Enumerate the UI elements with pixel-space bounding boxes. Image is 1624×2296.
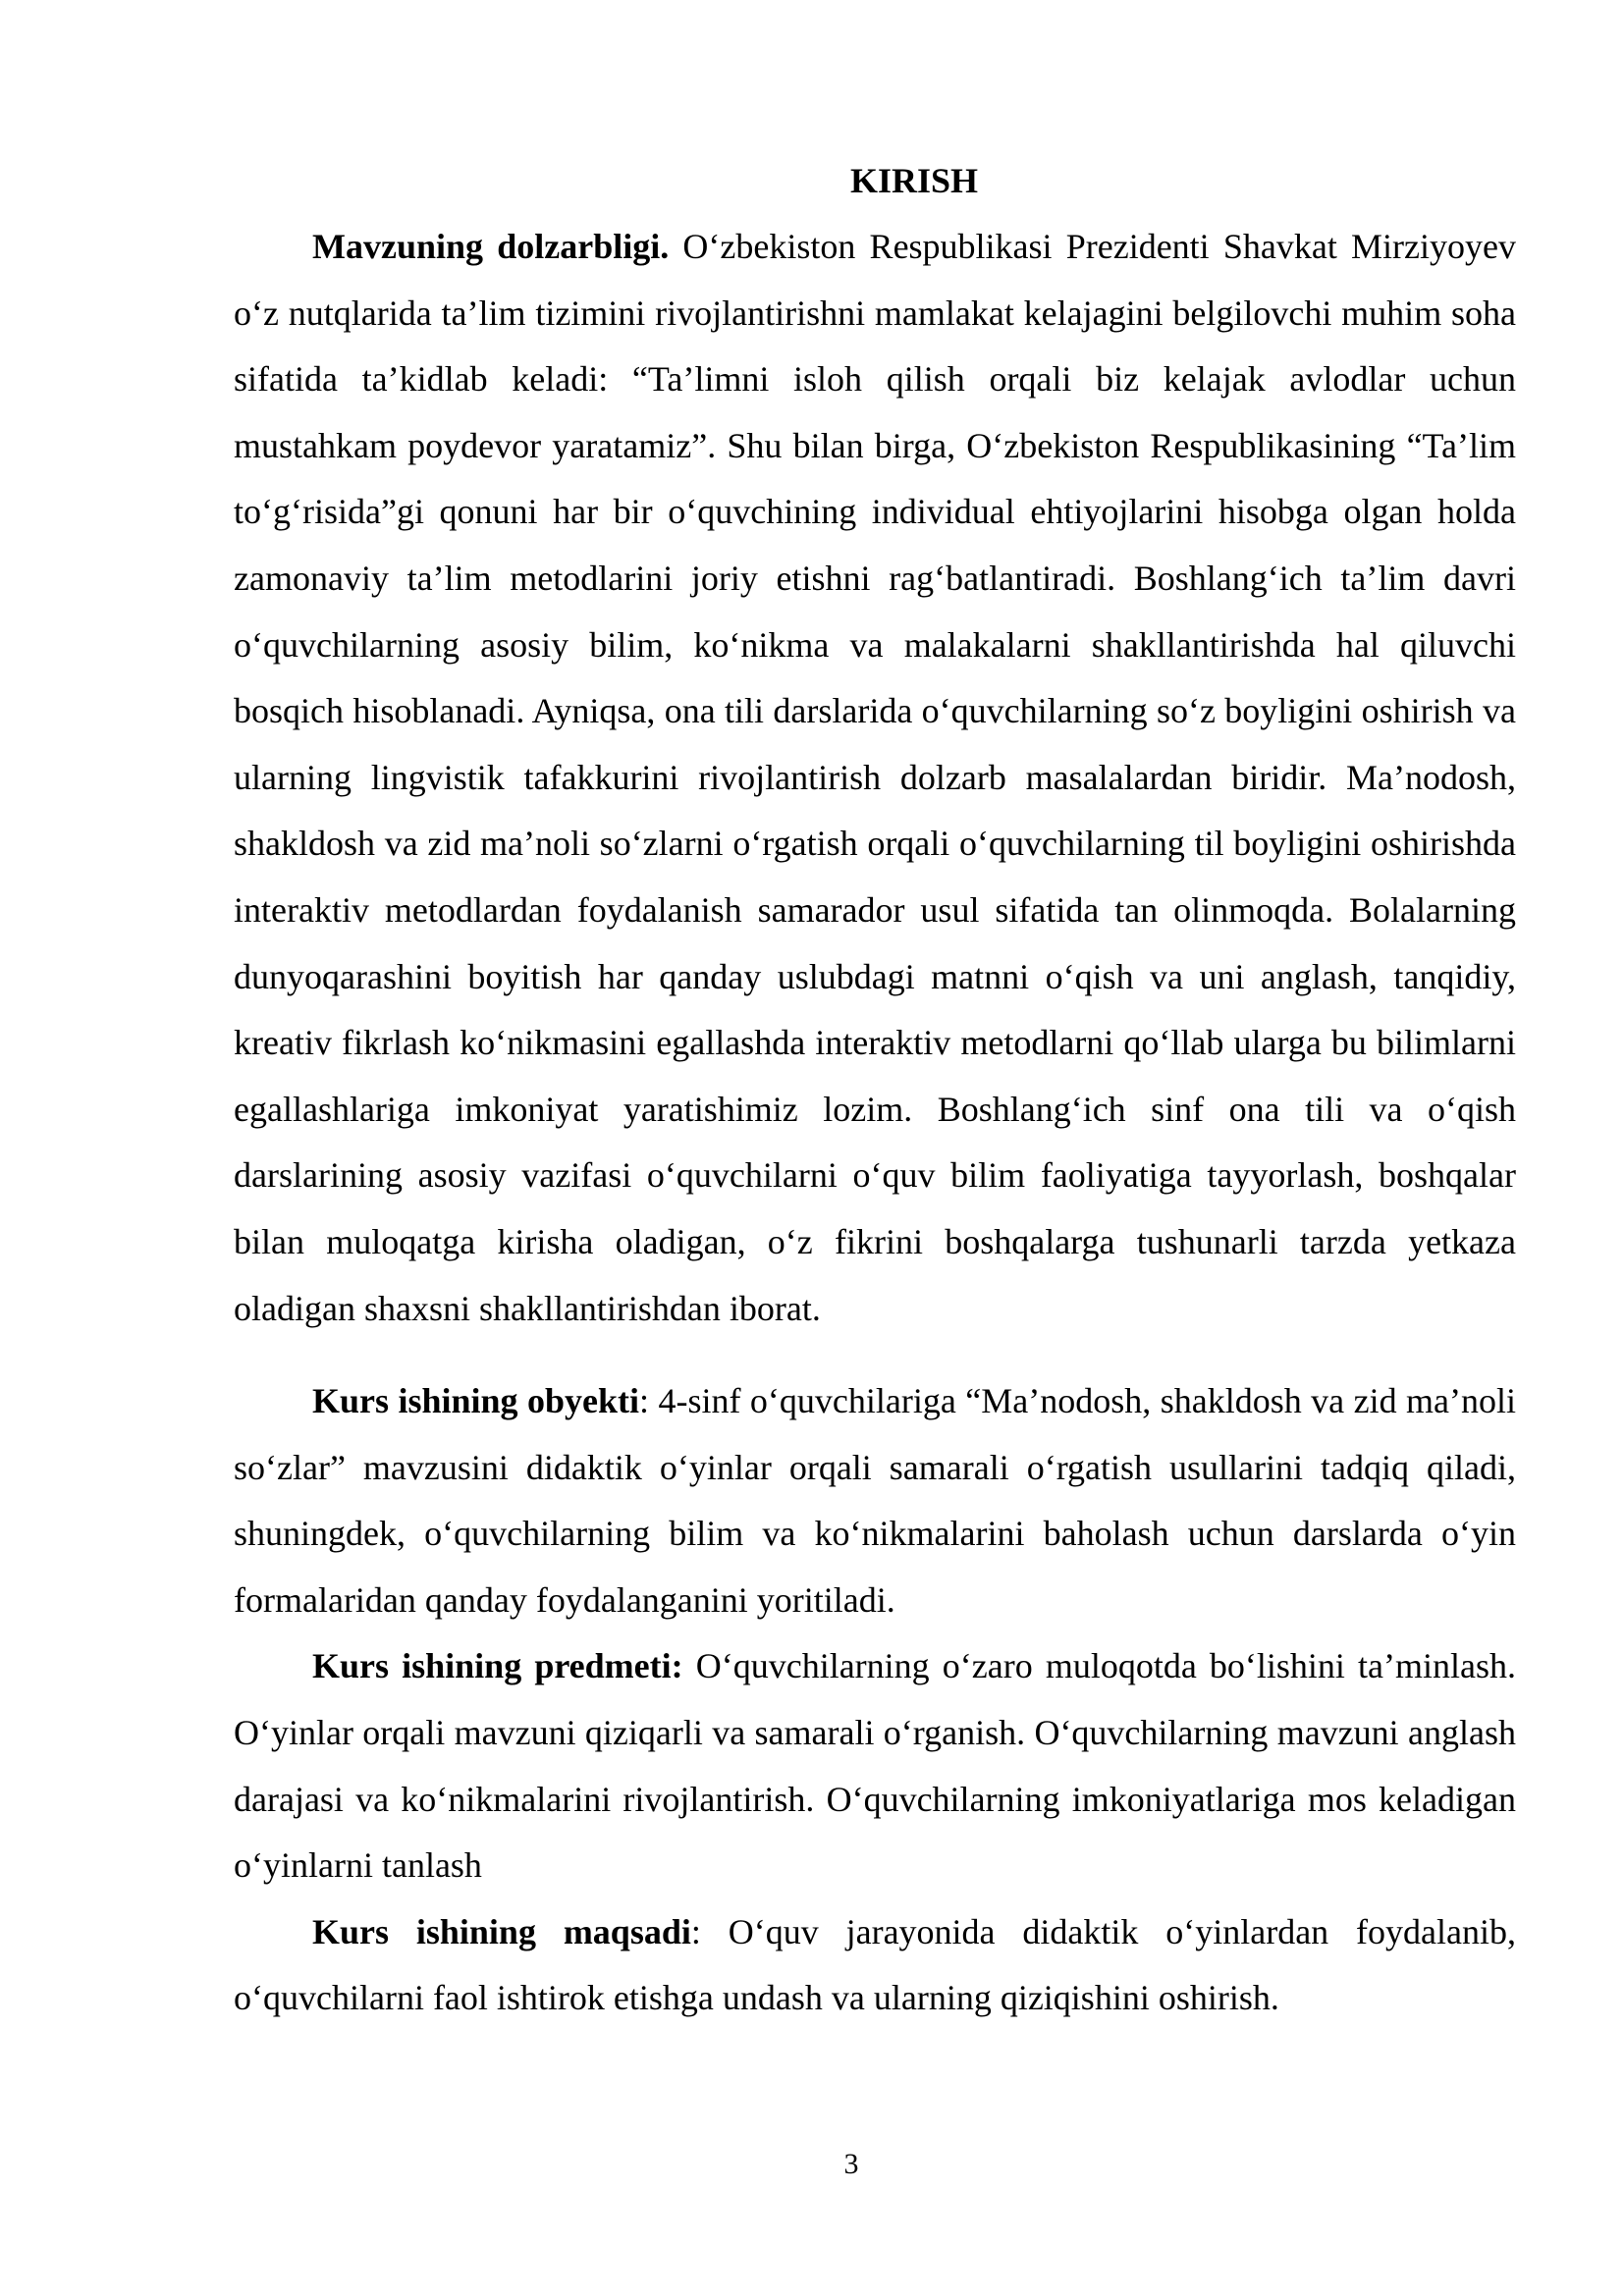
paragraph-relevance [234,214,1516,1342]
paragraph-lead: Mavzuning dolzarbligi. [312,227,670,266]
paragraph-subject [234,1633,1516,1898]
paragraph-text: O‘zbekiston Respublikasi Prezidenti Shavkat Mirziyoyev o‘z nutqlarida ta’lim tizimini rivojlantirishni mamlakat kelajagini belgilovchi muhim soha sifatida ta’kidlab keladi: “Ta’limni isloh qilish orqali biz kelajak avlodlar uchun mustahkam poydevor yaratamiz”. Shu bilan birga, O‘zbekiston Respublikasining “Ta’lim to‘g‘risida”gi qonuni har bir o‘quvchining individual ehtiyojlarini hisobga olgan holda zamonaviy ta’lim metodlarini joriy etishni rag‘batlantiradi. Boshlang‘ich ta’lim davri o‘quvchilarning asosiy bilim, ko‘nikma va malakalarni shakllantirishda hal qiluvchi bosqich hisoblanadi. Ayniqsa, ona tili darslarida o‘quvchilarning so‘z boyligini oshirish va ularning lingvistik tafakkurini rivojlantirish dolzarb masalalardan biridir. Ma’nodosh, shakldosh va zid ma’noli so‘zlarni o‘rgatish orqali o‘quvchilarning til boyligini oshirishda interaktiv metodlardan foydalanish samarador usul sifatida tan olinmoqda. Bolalarning dunyoqarashini boyitish har qanday uslubdagi matnni o‘qish va uni anglash, tanqidiy, kreativ fikrlash ko‘nikmasini egallashda interaktiv metodlarni qo‘llab ularga bu bilimlarni egallashlariga imkoniyat yaratishimiz lozim. Boshlang‘ich sinf ona tili va o‘qish darslarining asosiy vazifasi o‘quvchilarni o‘quv bilim faoliyatiga tayyorlash, boshqalar bilan muloqatga kirisha oladigan, o‘z fikrini boshqalarga tushunarli tarzda yetkaza oladigan shaxsni shakllantirishdan iborat. [234,227,1516,1328]
page-number: 3 [843,2148,859,2180]
section-title: KIRISH [849,161,979,200]
paragraph-text: : 4-sinf o‘quvchilariga “Ma’nodosh, shakldosh va zid ma’noli so‘zlar” mavzusini didaktik o‘yinlar orqali samarali o‘rgatish usullarini tadqiq qiladi, shuningdek, o‘quvchilarning bilim va ko‘nikmalarini baholash uchun darslarda o‘yin formalaridan qanday foydalanganini yoritiladi. [234,1381,1516,1620]
paragraph-lead: Kurs ishining maqsadi [312,1911,691,1951]
paragraph-text: : O‘quv jarayonida didaktik o‘yinlardan foydalanib, o‘quvchilarni faol ishtirok etishga undash va ularning qiziqishini oshirish. [234,1911,1516,2018]
paragraph-object [234,1368,1516,1633]
paragraph-lead: Kurs ishining obyekti [312,1381,640,1421]
paragraph-goal [234,1899,1516,2032]
document-page [234,147,1516,2032]
paragraph-text: O‘quvchilarning o‘zaro muloqotda bo‘lishini ta’minlash. O‘yinlar orqali mavzuni qiziqarli va samarali o‘rganish. O‘quvchilarning mavzuni anglash darajasi va ko‘nikmalarini rivojlantirish. O‘quvchilarning imkoniyatlariga mos keladigan o‘yinlarni tanlash [234,1646,1517,1886]
paragraph-lead: Kurs ishining predmeti: [312,1646,683,1686]
